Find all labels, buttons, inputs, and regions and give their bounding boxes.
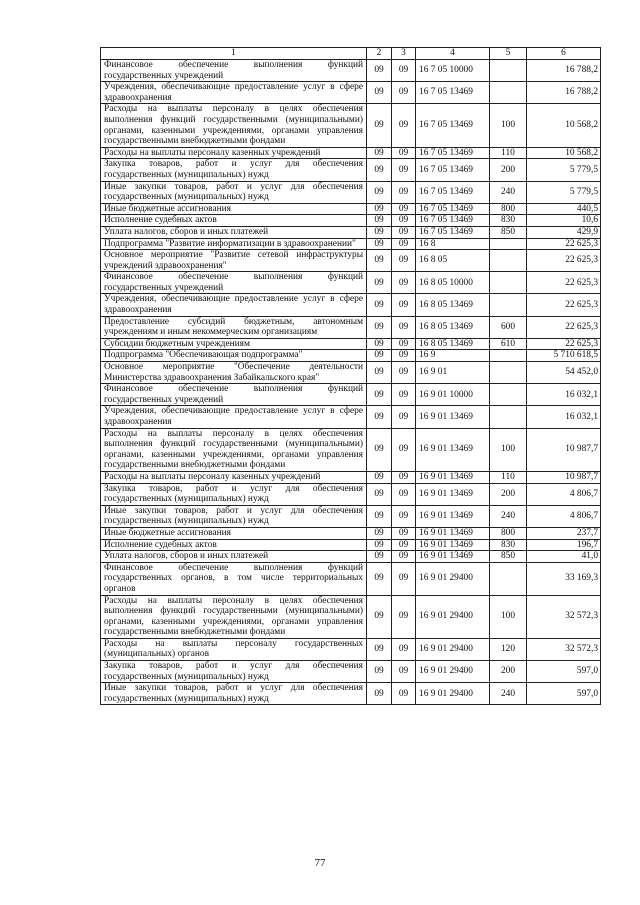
expense-type-cell: [490, 562, 527, 595]
subsection-code-cell: 09: [392, 562, 416, 595]
page-number: 77: [314, 857, 326, 869]
subsection-code-cell: 09: [392, 638, 416, 660]
expense-type-cell: [490, 272, 527, 294]
expense-type-cell: 850: [490, 551, 527, 563]
subsection-code-cell: 09: [392, 159, 416, 181]
column-header: 3: [392, 48, 416, 60]
table-row: [101, 215, 601, 227]
table-row: [101, 384, 601, 406]
amount-cell: 16 788,2: [527, 82, 601, 104]
table-row: [101, 661, 601, 683]
target-article-cell: 16 7 05 13469: [416, 215, 490, 227]
subsection-code-cell: 09: [392, 539, 416, 551]
item-name-cell: Иные закупки товаров, работ и услуг для обеспечения государственных (муниципальных) нужд: [101, 181, 367, 203]
item-name-cell: Финансовое обеспечение выполнения функций государственных учреждений: [101, 384, 367, 406]
item-name-cell: Финансовое обеспечение выполнения функций государственных учреждений: [101, 60, 367, 82]
table-row: [101, 226, 601, 238]
target-article-cell: 16 7 05 13469: [416, 203, 490, 215]
table-row: [101, 471, 601, 483]
target-article-cell: 16 9: [416, 350, 490, 362]
section-code-cell: 09: [367, 294, 392, 316]
amount-cell: 597,0: [527, 683, 601, 705]
section-code-cell: 09: [367, 272, 392, 294]
expense-type-cell: 800: [490, 527, 527, 539]
item-name-cell: Учреждения, обеспечивающие предоставление услуг в сфере здравоохранения: [101, 294, 367, 316]
target-article-cell: 16 8 05 10000: [416, 272, 490, 294]
expense-type-cell: 830: [490, 539, 527, 551]
target-article-cell: 16 7 05 13469: [416, 147, 490, 159]
section-code-cell: 09: [367, 203, 392, 215]
target-article-cell: 16 9 01 13469: [416, 527, 490, 539]
amount-cell: 22 625,3: [527, 338, 601, 350]
target-article-cell: 16 9 01: [416, 362, 490, 384]
expense-type-cell: 120: [490, 638, 527, 660]
amount-cell: 429,9: [527, 226, 601, 238]
subsection-code-cell: 09: [392, 60, 416, 82]
item-name-cell: Уплата налогов, сборов и иных платежей: [101, 551, 367, 563]
subsection-code-cell: 09: [392, 384, 416, 406]
target-article-cell: 16 8 05: [416, 250, 490, 272]
item-name-cell: Основное мероприятие "Развитие сетевой инфраструктуры учреждений здравоохранения": [101, 250, 367, 272]
item-name-cell: Учреждения, обеспечивающие предоставление услуг в сфере здравоохранения: [101, 82, 367, 104]
amount-cell: 4 806,7: [527, 483, 601, 505]
target-article-cell: 16 8: [416, 238, 490, 250]
section-code-cell: 09: [367, 338, 392, 350]
expense-type-cell: [490, 238, 527, 250]
expense-type-cell: 830: [490, 215, 527, 227]
budget-table-body: [101, 48, 601, 705]
section-code-cell: 09: [367, 215, 392, 227]
table-row: [101, 250, 601, 272]
section-code-cell: 09: [367, 159, 392, 181]
column-header: 5: [490, 48, 527, 60]
amount-cell: 22 625,3: [527, 316, 601, 338]
item-name-cell: Расходы на выплаты персоналу в целях обеспечения выполнения функций государственными (муниципальными) органами, казенными учреждениями, органами управления государственными внебюджетными фондами: [101, 104, 367, 147]
item-name-cell: Иные бюджетные ассигнования: [101, 527, 367, 539]
section-code-cell: 09: [367, 60, 392, 82]
item-name-cell: Субсидии бюджетным учреждениям: [101, 338, 367, 350]
amount-cell: 16 032,1: [527, 384, 601, 406]
subsection-code-cell: 09: [392, 203, 416, 215]
target-article-cell: 16 9 01 13469: [416, 539, 490, 551]
item-name-cell: Финансовое обеспечение выполнения функций государственных органов, в том числе территориальных органов: [101, 562, 367, 595]
table-row: [101, 238, 601, 250]
section-code-cell: 09: [367, 539, 392, 551]
amount-cell: 22 625,3: [527, 238, 601, 250]
item-name-cell: Уплата налогов, сборов и иных платежей: [101, 226, 367, 238]
expense-type-cell: [490, 350, 527, 362]
section-code-cell: 09: [367, 661, 392, 683]
table-row: [101, 638, 601, 660]
amount-cell: 10 568,2: [527, 104, 601, 147]
item-name-cell: Основное мероприятие "Обеспечение деятельности Министерства здравоохранения Забайкальского края": [101, 362, 367, 384]
table-row: [101, 60, 601, 82]
section-code-cell: 09: [367, 250, 392, 272]
amount-cell: 597,0: [527, 661, 601, 683]
target-article-cell: 16 9 01 29400: [416, 661, 490, 683]
section-code-cell: 09: [367, 683, 392, 705]
item-name-cell: Иные закупки товаров, работ и услуг для обеспечения государственных (муниципальных) нужд: [101, 683, 367, 705]
subsection-code-cell: 09: [392, 272, 416, 294]
item-name-cell: Подпрограмма "Обеспечивающая подпрограмма": [101, 350, 367, 362]
target-article-cell: 16 9 01 29400: [416, 562, 490, 595]
subsection-code-cell: 09: [392, 483, 416, 505]
expense-type-cell: 100: [490, 428, 527, 471]
table-row: [101, 104, 601, 147]
target-article-cell: 16 9 01 13469: [416, 551, 490, 563]
subsection-code-cell: 09: [392, 551, 416, 563]
subsection-code-cell: 09: [392, 362, 416, 384]
expense-type-cell: 100: [490, 104, 527, 147]
target-article-cell: 16 9 01 13469: [416, 406, 490, 428]
expense-type-cell: 850: [490, 226, 527, 238]
expense-type-cell: [490, 406, 527, 428]
amount-cell: 5 779,5: [527, 181, 601, 203]
target-article-cell: 16 7 05 13469: [416, 159, 490, 181]
amount-cell: 22 625,3: [527, 272, 601, 294]
target-article-cell: 16 9 01 13469: [416, 428, 490, 471]
table-row: [101, 350, 601, 362]
amount-cell: 440,5: [527, 203, 601, 215]
target-article-cell: 16 7 05 13469: [416, 226, 490, 238]
subsection-code-cell: 09: [392, 226, 416, 238]
section-code-cell: 09: [367, 562, 392, 595]
section-code-cell: 09: [367, 238, 392, 250]
subsection-code-cell: 09: [392, 82, 416, 104]
amount-cell: 22 625,3: [527, 250, 601, 272]
amount-cell: 41,0: [527, 551, 601, 563]
table-row: [101, 203, 601, 215]
table-row: [101, 562, 601, 595]
subsection-code-cell: 09: [392, 316, 416, 338]
section-code-cell: 09: [367, 638, 392, 660]
subsection-code-cell: 09: [392, 505, 416, 527]
target-article-cell: 16 7 05 13469: [416, 82, 490, 104]
subsection-code-cell: 09: [392, 428, 416, 471]
table-row: [101, 551, 601, 563]
item-name-cell: Расходы на выплаты персоналу казенных учреждений: [101, 147, 367, 159]
table-row: [101, 483, 601, 505]
table-row: [101, 406, 601, 428]
target-article-cell: 16 8 05 13469: [416, 316, 490, 338]
target-article-cell: 16 7 05 13469: [416, 104, 490, 147]
column-header: 4: [416, 48, 490, 60]
table-row: [101, 82, 601, 104]
item-name-cell: Расходы на выплаты персоналу государственных (муниципальных) органов: [101, 638, 367, 660]
section-code-cell: 09: [367, 82, 392, 104]
section-code-cell: 09: [367, 595, 392, 638]
item-name-cell: Учреждения, обеспечивающие предоставление услуг в сфере здравоохранения: [101, 406, 367, 428]
budget-table: [100, 47, 601, 705]
item-name-cell: Закупка товаров, работ и услуг для обеспечения государственных (муниципальных) нужд: [101, 483, 367, 505]
table-row: [101, 595, 601, 638]
column-header: 2: [367, 48, 392, 60]
subsection-code-cell: 09: [392, 350, 416, 362]
target-article-cell: 16 9 01 13469: [416, 471, 490, 483]
table-row: [101, 316, 601, 338]
section-code-cell: 09: [367, 104, 392, 147]
item-name-cell: Исполнение судебных актов: [101, 215, 367, 227]
section-code-cell: 09: [367, 551, 392, 563]
target-article-cell: 16 8 05 13469: [416, 338, 490, 350]
expense-type-cell: 610: [490, 338, 527, 350]
expense-type-cell: 200: [490, 661, 527, 683]
expense-type-cell: 240: [490, 505, 527, 527]
table-header-row: [101, 48, 601, 60]
amount-cell: 33 169,3: [527, 562, 601, 595]
subsection-code-cell: 09: [392, 683, 416, 705]
expense-type-cell: 600: [490, 316, 527, 338]
subsection-code-cell: 09: [392, 471, 416, 483]
section-code-cell: 09: [367, 428, 392, 471]
table-row: [101, 181, 601, 203]
table-row: [101, 338, 601, 350]
amount-cell: 196,7: [527, 539, 601, 551]
section-code-cell: 09: [367, 226, 392, 238]
section-code-cell: 09: [367, 181, 392, 203]
item-name-cell: Финансовое обеспечение выполнения функций государственных учреждений: [101, 272, 367, 294]
target-article-cell: 16 9 01 29400: [416, 638, 490, 660]
section-code-cell: 09: [367, 527, 392, 539]
section-code-cell: 09: [367, 483, 392, 505]
table-row: [101, 362, 601, 384]
subsection-code-cell: 09: [392, 250, 416, 272]
expense-type-cell: 200: [490, 159, 527, 181]
target-article-cell: 16 9 01 13469: [416, 483, 490, 505]
amount-cell: 237,7: [527, 527, 601, 539]
subsection-code-cell: 09: [392, 215, 416, 227]
expense-type-cell: 110: [490, 471, 527, 483]
section-code-cell: 09: [367, 505, 392, 527]
subsection-code-cell: 09: [392, 181, 416, 203]
amount-cell: 5 710 618,5: [527, 350, 601, 362]
amount-cell: 16 788,2: [527, 60, 601, 82]
expense-type-cell: [490, 82, 527, 104]
item-name-cell: Исполнение судебных актов: [101, 539, 367, 551]
section-code-cell: 09: [367, 350, 392, 362]
target-article-cell: 16 9 01 29400: [416, 683, 490, 705]
expense-type-cell: 240: [490, 683, 527, 705]
subsection-code-cell: 09: [392, 147, 416, 159]
section-code-cell: 09: [367, 147, 392, 159]
subsection-code-cell: 09: [392, 406, 416, 428]
item-name-cell: Расходы на выплаты персоналу казенных учреждений: [101, 471, 367, 483]
amount-cell: 16 032,1: [527, 406, 601, 428]
target-article-cell: 16 9 01 10000: [416, 384, 490, 406]
amount-cell: 54 452,0: [527, 362, 601, 384]
table-row: [101, 428, 601, 471]
amount-cell: 5 779,5: [527, 159, 601, 181]
expense-type-cell: [490, 362, 527, 384]
expense-type-cell: 200: [490, 483, 527, 505]
table-row: [101, 539, 601, 551]
amount-cell: 4 806,7: [527, 505, 601, 527]
target-article-cell: 16 9 01 29400: [416, 595, 490, 638]
target-article-cell: 16 7 05 13469: [416, 181, 490, 203]
table-row: [101, 683, 601, 705]
item-name-cell: Закупка товаров, работ и услуг для обеспечения государственных (муниципальных) нужд: [101, 159, 367, 181]
subsection-code-cell: 09: [392, 595, 416, 638]
subsection-code-cell: 09: [392, 294, 416, 316]
expense-type-cell: [490, 294, 527, 316]
amount-cell: 10,6: [527, 215, 601, 227]
section-code-cell: 09: [367, 471, 392, 483]
table-row: [101, 272, 601, 294]
amount-cell: 10 987,7: [527, 471, 601, 483]
item-name-cell: Расходы на выплаты персоналу в целях обеспечения выполнения функций государственными (муниципальными) органами, казенными учреждениями, органами управления государственными внебюджетными фондами: [101, 428, 367, 471]
section-code-cell: 09: [367, 384, 392, 406]
amount-cell: 10 987,7: [527, 428, 601, 471]
table-row: [101, 159, 601, 181]
expense-type-cell: [490, 60, 527, 82]
table-row: [101, 147, 601, 159]
amount-cell: 32 572,3: [527, 595, 601, 638]
item-name-cell: Предоставление субсидий бюджетным, автономным учреждениям и иным некоммерческим организациям: [101, 316, 367, 338]
expense-type-cell: 800: [490, 203, 527, 215]
item-name-cell: Иные закупки товаров, работ и услуг для обеспечения государственных (муниципальных) нужд: [101, 505, 367, 527]
target-article-cell: 16 7 05 10000: [416, 60, 490, 82]
expense-type-cell: 100: [490, 595, 527, 638]
expense-type-cell: 110: [490, 147, 527, 159]
column-header: 1: [101, 48, 367, 60]
subsection-code-cell: 09: [392, 661, 416, 683]
amount-cell: 32 572,3: [527, 638, 601, 660]
item-name-cell: Закупка товаров, работ и услуг для обеспечения государственных (муниципальных) нужд: [101, 661, 367, 683]
amount-cell: 22 625,3: [527, 294, 601, 316]
target-article-cell: 16 9 01 13469: [416, 505, 490, 527]
item-name-cell: Иные бюджетные ассигнования: [101, 203, 367, 215]
target-article-cell: 16 8 05 13469: [416, 294, 490, 316]
table-row: [101, 527, 601, 539]
subsection-code-cell: 09: [392, 104, 416, 147]
expense-type-cell: [490, 384, 527, 406]
section-code-cell: 09: [367, 362, 392, 384]
subsection-code-cell: 09: [392, 238, 416, 250]
subsection-code-cell: 09: [392, 338, 416, 350]
table-row: [101, 294, 601, 316]
section-code-cell: 09: [367, 316, 392, 338]
expense-type-cell: [490, 250, 527, 272]
amount-cell: 10 568,2: [527, 147, 601, 159]
item-name-cell: Подпрограмма "Развитие информатизации в здравоохранении": [101, 238, 367, 250]
column-header: 6: [527, 48, 601, 60]
expense-type-cell: 240: [490, 181, 527, 203]
subsection-code-cell: 09: [392, 527, 416, 539]
table-row: [101, 505, 601, 527]
section-code-cell: 09: [367, 406, 392, 428]
item-name-cell: Расходы на выплаты персоналу в целях обеспечения выполнения функций государственными (муниципальными) органами, казенными учреждениями, органами управления государственными внебюджетными фондами: [101, 595, 367, 638]
